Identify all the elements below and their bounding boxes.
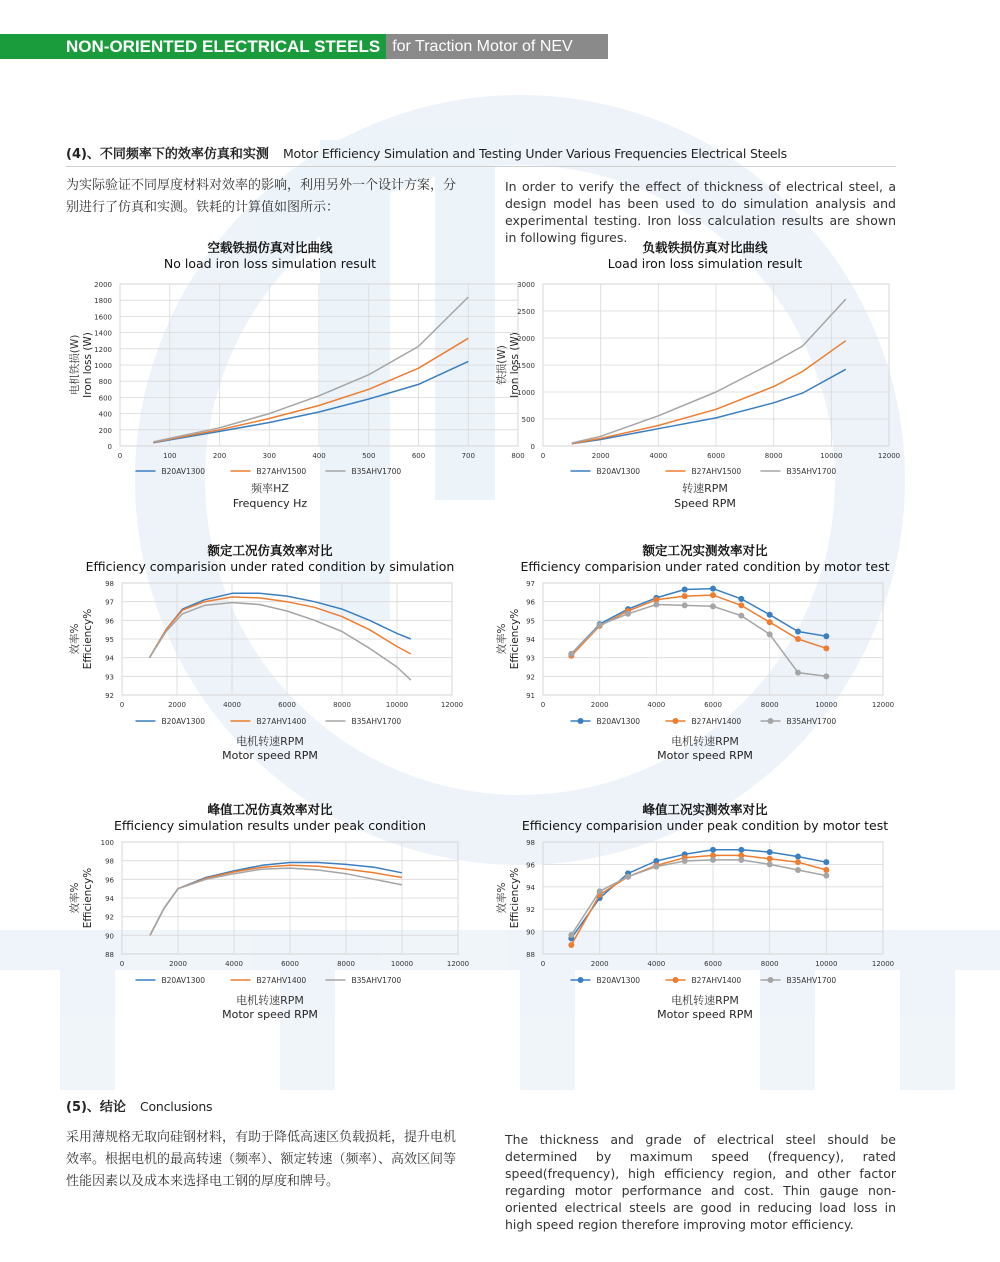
legend-label: B27AHV1400 [691,976,742,985]
x-tick-label: 12000 [871,960,895,968]
data-point [682,858,688,864]
y-tick-label: 94 [105,654,114,663]
chart-svg [495,272,915,522]
legend-label: B20AV1300 [596,717,641,726]
x-tick-label: 10000 [820,452,843,460]
data-point [738,596,744,602]
y-tick-label: 90 [105,932,114,941]
legend-label: B35AHV1700 [786,717,837,726]
data-point [738,613,744,619]
chart-title-zh: 额定工况仿真效率对比 [207,543,333,558]
x-tick-label: 0 [540,452,546,460]
x-axis-label: Speed RPM [674,497,736,510]
chart-title: Efficiency simulation results under peak condition [113,818,427,833]
data-point [767,612,773,618]
data-point [568,932,574,938]
y-axis-label-zh: 效率% [69,623,81,655]
x-tick-label: 700 [461,452,475,460]
data-point [710,586,716,592]
x-axis-label-zh: 电机转速RPM [236,735,304,748]
series-line [571,850,826,939]
series-line [153,297,468,442]
data-point [738,857,744,863]
series-line [150,603,411,681]
y-tick-label: 96 [105,617,114,626]
x-axis-label: Motor speed RPM [222,749,318,762]
legend-label: B35AHV1700 [786,976,837,985]
x-tick-label: 6000 [281,960,299,968]
data-point [823,873,829,879]
x-tick-label: 10000 [385,701,409,709]
chart-svg [60,575,480,775]
data-point [795,629,801,635]
x-axis-label: Motor speed RPM [657,1008,753,1021]
chart-title: Efficiency comparision under peak condition by motor test [521,818,889,833]
chart-title-zh: 峰值工况仿真效率对比 [207,802,333,817]
data-point [710,603,716,609]
chart-title: Efficiency comparision under rated condition by simulation [85,559,455,574]
section5-heading [66,1096,212,1115]
legend-label: B20AV1300 [161,976,206,985]
y-tick-label: 600 [98,394,112,403]
y-axis-label-zh: 效率% [69,882,81,914]
y-tick-label: 1000 [517,389,535,397]
series-line [150,863,402,936]
x-tick-label: 10000 [815,701,838,709]
legend-label: B27AHV1400 [256,976,307,985]
data-point [767,849,773,855]
y-tick-label: 98 [105,857,114,866]
y-tick-label: 800 [98,378,112,387]
legend-label: B20AV1300 [596,467,641,476]
x-tick-label: 4000 [649,452,668,460]
series-line [150,865,402,935]
data-point [568,651,574,657]
x-tick-label: 10000 [815,960,838,968]
x-tick-label: 0 [119,701,125,709]
x-tick-label: 300 [262,452,276,460]
legend-marker [768,718,774,724]
section4-title-en: Motor Efficiency Simulation and Testing Under Various Frequencies Electrical Steels [282,146,787,161]
chart-no-load-iron-loss [60,240,525,525]
chart-title-zh: 空载铁损仿真对比曲线 [207,240,333,255]
x-tick-label: 4000 [647,701,666,709]
section-divider [66,166,896,167]
y-tick-label: 97 [526,580,535,588]
legend-marker [768,977,774,983]
data-point [625,874,631,880]
x-axis-label-zh: 频率HZ [251,482,289,495]
legend-marker [578,977,584,983]
x-tick-label: 100 [163,452,177,460]
x-axis-label: Motor speed RPM [222,1008,318,1021]
header-title: NON-ORIENTED ELECTRICAL STEELS [0,34,386,59]
y-tick-label: 90 [526,928,535,937]
chart-title: Load iron loss simulation result [607,256,803,271]
x-tick-label: 0 [540,960,546,968]
x-tick-label: 12000 [446,960,470,968]
chart-svg [60,834,480,1034]
data-point [653,601,659,607]
data-point [568,942,574,948]
y-tick-label: 98 [526,839,535,847]
chart-peak-simulation [60,802,480,1042]
y-axis-label: Efficiency% [509,867,521,929]
legend-label: B20AV1300 [161,467,206,476]
chart-load-iron-loss [495,240,915,525]
section5-title-zh: (5)、结论 [66,1100,126,1115]
x-tick-label: 500 [362,452,376,460]
y-tick-label: 3000 [517,281,535,289]
section5-paragraph-zh: 采用薄规格无取向硅钢材料，有助于降低高速区负载损耗，提升电机效率。根据电机的最高转速（频率）、额定转速（频率）、高效区间等性能因素以及成本来选择电工钢的厚度和牌号。 [66,1130,457,1189]
x-tick-label: 10000 [390,960,414,968]
chart-title-block [60,543,480,575]
y-tick-label: 95 [526,617,535,626]
y-tick-label: 93 [526,654,535,663]
y-tick-label: 97 [105,598,114,607]
y-tick-label: 1500 [517,362,535,370]
chart-title-block [495,802,915,834]
legend-marker [673,977,679,983]
x-axis-label: Motor speed RPM [657,749,753,762]
section5-paragraph-en: The thickness and grade of electrical steel should be determined by maximum speed (frequency), rated speed(frequency), high efficiency region, and other factor regarding motor performance and cost. Thin gauge non-oriented electrical steels are good in reducing load loss in high speed region therefore improving motor efficiency. [505,1132,896,1232]
x-tick-label: 0 [117,452,123,460]
chart-title-block [60,240,480,272]
x-tick-label: 4000 [223,701,241,709]
legend-label: B27AHV1400 [256,717,307,726]
x-tick-label: 12000 [440,701,464,709]
data-point [795,859,801,865]
y-tick-label: 200 [98,426,112,435]
data-point [710,592,716,598]
y-tick-label: 96 [526,861,535,870]
legend-label: B35AHV1700 [351,717,402,726]
chart-svg [495,575,915,775]
x-tick-label: 8000 [764,452,783,460]
data-point [767,619,773,625]
chart-rated-simulation [60,543,480,783]
chart-rated-test [495,543,915,783]
y-tick-label: 94 [526,636,535,644]
x-tick-label: 2000 [168,701,186,709]
y-tick-label: 92 [526,906,535,915]
y-tick-label: 91 [526,692,535,700]
section5-title-en: Conclusions [139,1099,213,1114]
data-point [682,587,688,593]
section4-heading [66,143,787,162]
x-tick-label: 6000 [278,701,296,709]
x-tick-label: 4000 [225,960,243,968]
chart-svg [60,272,525,522]
y-tick-label: 1800 [94,297,112,306]
x-tick-label: 2000 [590,701,609,709]
y-tick-label: 2000 [517,335,535,343]
chart-title: No load iron loss simulation result [163,256,377,271]
chart-title-zh: 额定工况实测效率对比 [642,543,768,558]
data-point [738,847,744,853]
legend-label: B35AHV1700 [351,976,402,985]
data-point [710,857,716,863]
x-tick-label: 8000 [760,960,779,968]
y-tick-label: 92 [105,913,114,922]
y-tick-label: 88 [105,951,114,959]
y-tick-label: 1200 [94,345,112,354]
x-tick-label: 6000 [704,701,722,709]
data-point [653,864,659,870]
y-axis-label: Efficiency% [509,608,521,670]
chart-peak-test [495,802,915,1042]
legend-label: B27AHV1400 [691,717,742,726]
data-point [795,854,801,860]
data-point [710,847,716,853]
legend-label: B27AHV1500 [691,467,742,476]
y-tick-label: 0 [107,443,112,451]
header-subtitle: for Traction Motor of NEV [386,34,608,59]
x-tick-label: 2000 [591,452,610,460]
data-point [597,888,603,894]
data-point [597,622,603,628]
y-tick-label: 96 [526,598,535,607]
x-axis-label-zh: 电机转速RPM [671,994,739,1007]
y-tick-label: 400 [98,410,112,419]
y-axis-label-zh: 铁损(W) [496,345,508,385]
x-tick-label: 2000 [590,960,609,968]
legend-label: B35AHV1700 [351,467,402,476]
y-tick-label: 0 [530,443,535,451]
chart-title-block [60,802,480,834]
y-axis-label-zh: 电机铁损(W) [69,334,81,396]
legend-label: B35AHV1700 [786,467,837,476]
x-axis-label: Frequency Hz [232,497,308,510]
data-point [625,611,631,617]
chart-title-block [495,543,915,575]
y-axis-label-zh: 效率% [496,882,508,914]
x-tick-label: 6000 [707,452,725,460]
y-axis-label: Efficiency% [82,867,94,929]
x-tick-label: 8000 [333,701,351,709]
data-point [823,859,829,865]
x-tick-label: 0 [119,960,125,968]
data-point [682,602,688,608]
y-tick-label: 1000 [94,362,112,370]
y-tick-label: 93 [105,673,114,682]
y-tick-label: 94 [105,895,114,903]
x-tick-label: 6000 [704,960,722,968]
data-point [767,861,773,867]
legend-marker [673,718,679,724]
y-tick-label: 92 [105,692,114,700]
legend-marker [578,718,584,724]
series-line [571,860,826,935]
data-point [823,673,829,679]
section4-paragraph-en: In order to verify the effect of thickness of electrical steel, a design model has been used to do simulation analysis and experimental testing. Iron loss calculation results are shown in following figures. [505,179,896,245]
y-tick-label: 95 [105,636,114,644]
chart-svg [495,834,915,1034]
y-axis-label: Iron loss (W) [509,332,521,398]
y-axis-label: Iron loss (W) [82,332,94,398]
x-tick-label: 12000 [871,701,895,709]
x-tick-label: 8000 [760,701,779,709]
header-banner [0,34,608,59]
legend-label: B27AHV1500 [256,467,307,476]
y-tick-label: 1400 [94,329,112,338]
series-line [571,605,826,677]
x-tick-label: 200 [212,452,227,460]
y-tick-label: 98 [105,580,114,588]
chart-title-zh: 峰值工况实测效率对比 [642,802,768,817]
y-axis-label: Efficiency% [82,608,94,670]
data-point [823,633,829,639]
series-line [153,361,468,442]
data-point [682,593,688,599]
data-point [767,856,773,862]
x-axis-label-zh: 转速RPM [682,482,728,495]
data-point [823,645,829,651]
y-tick-label: 500 [521,416,535,424]
data-point [738,602,744,608]
series-line [572,299,846,443]
series-line [153,338,468,442]
section4-title-zh: (4)、不同频率下的效率仿真和实测 [66,147,269,162]
x-tick-label: 800 [511,452,525,460]
x-axis-label-zh: 电机转速RPM [671,735,739,748]
chart-title-zh: 负载铁损仿真对比曲线 [642,240,768,255]
x-tick-label: 0 [540,701,546,709]
x-tick-label: 4000 [647,960,666,968]
y-tick-label: 88 [526,951,535,959]
y-tick-label: 2000 [94,281,112,289]
y-tick-label: 100 [100,839,114,847]
data-point [795,670,801,676]
data-point [795,636,801,642]
x-tick-label: 12000 [877,452,901,460]
data-point [823,867,829,873]
legend-label: B20AV1300 [596,976,641,985]
y-tick-label: 92 [526,673,535,682]
series-line [150,593,411,657]
legend-label: B20AV1300 [161,717,206,726]
y-axis-label-zh: 效率% [496,623,508,655]
y-tick-label: 2500 [517,308,535,316]
x-tick-label: 2000 [169,960,187,968]
data-point [795,867,801,873]
x-axis-label-zh: 电机转速RPM [236,994,304,1007]
chart-title: Efficiency comparision under rated condition by motor test [520,559,890,574]
y-tick-label: 96 [105,876,114,885]
data-point [767,631,773,637]
y-tick-label: 1600 [94,313,112,322]
x-tick-label: 400 [312,452,326,460]
x-tick-label: 600 [411,452,426,460]
x-tick-label: 8000 [337,960,355,968]
series-line [150,868,402,935]
y-tick-label: 94 [526,883,535,892]
chart-title-block [495,240,915,272]
section4-paragraph-zh: 为实际验证不同厚度材料对效率的影响，利用另外一个设计方案，分别进行了仿真和实测。铁耗的计算值如图所示： [66,178,457,215]
